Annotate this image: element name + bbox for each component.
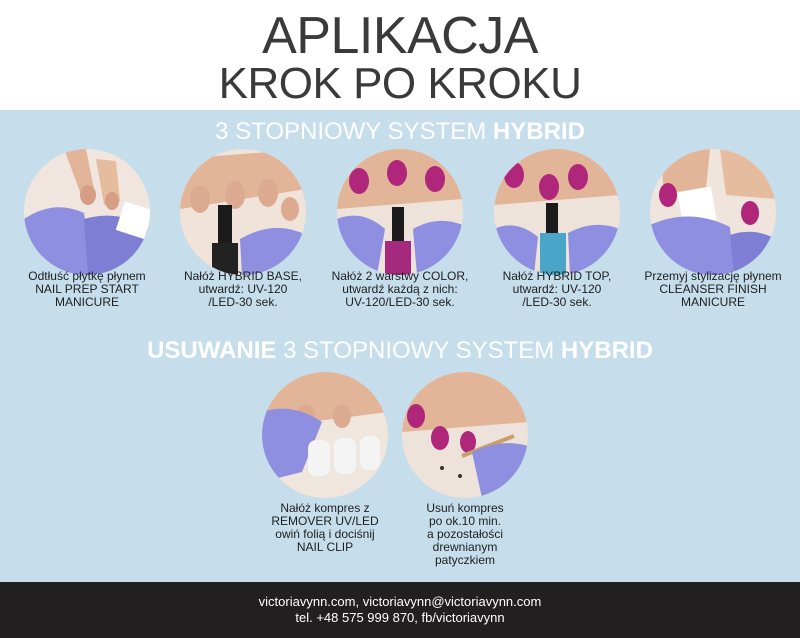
step-caption bbox=[250, 502, 400, 554]
caption-line: po ok.10 min. bbox=[428, 514, 502, 528]
step-photo-base bbox=[180, 149, 306, 275]
caption-line: a pozostałości bbox=[426, 527, 504, 541]
caption-line: Nałóż 2 warstwy COLOR, bbox=[331, 269, 469, 283]
caption-line: Usuń kompres bbox=[426, 501, 504, 515]
caption-line: owiń folią i dociśnij bbox=[275, 527, 375, 541]
step-photo-remover bbox=[262, 372, 388, 498]
footer bbox=[0, 582, 800, 638]
caption-line: Odtłuść płytkę płynem bbox=[28, 269, 146, 283]
caption-line: drewnianym bbox=[432, 540, 498, 554]
step-photo-top bbox=[494, 149, 620, 275]
step-caption bbox=[168, 270, 318, 309]
section-title-text: 3 STOPNIOWY SYSTEM bbox=[215, 118, 493, 145]
caption-line: UV-120/LED-30 sek. bbox=[345, 295, 455, 309]
caption-line: utwardź: UV-120 bbox=[512, 282, 602, 296]
section-title-text: 3 STOPNIOWY SYSTEM bbox=[276, 337, 561, 364]
step-caption bbox=[390, 502, 540, 567]
caption-line: CLEANSER FINISH bbox=[659, 282, 767, 296]
caption-line: NAIL PREP START bbox=[35, 282, 139, 296]
step-caption bbox=[638, 270, 788, 309]
step-photo-color bbox=[337, 149, 463, 275]
header bbox=[0, 0, 800, 110]
step-photo-prep bbox=[24, 149, 150, 275]
footer-contact-web: victoriavynn.com, victoriavynn@victoriavynn.com bbox=[258, 594, 542, 609]
section-title-bold: HYBRID bbox=[560, 337, 653, 364]
caption-line: patyczkiem bbox=[434, 553, 496, 567]
footer-contact-phone: tel. +48 575 999 870, fb/victoriavynn bbox=[295, 610, 505, 625]
caption-line: /LED-30 sek. bbox=[522, 295, 592, 309]
step-photo-remove-stick bbox=[402, 372, 528, 498]
step-caption bbox=[325, 270, 475, 309]
caption-line: utwardź każdą z nich: bbox=[342, 282, 458, 296]
caption-line: Nałóż HYBRID BASE, bbox=[183, 269, 303, 283]
caption-line: Nałóż kompres z bbox=[280, 501, 370, 515]
caption-line: Przemyj stylizację płynem bbox=[644, 269, 782, 283]
page-title: APLIKACJA bbox=[262, 7, 538, 65]
caption-line: NAIL CLIP bbox=[296, 540, 354, 554]
step-photo-cleanser bbox=[650, 149, 776, 275]
section-title-bold: HYBRID bbox=[492, 118, 585, 145]
step-caption bbox=[12, 270, 162, 309]
section-title-application bbox=[0, 118, 800, 146]
section-title-removal bbox=[0, 337, 800, 365]
caption-line: Nałóż HYBRID TOP, bbox=[502, 269, 612, 283]
caption-line: REMOVER UV/LED bbox=[271, 514, 379, 528]
caption-line: utwardź: UV-120 bbox=[198, 282, 288, 296]
caption-line: MANICURE bbox=[54, 295, 119, 309]
caption-line: /LED-30 sek. bbox=[208, 295, 278, 309]
caption-line: MANICURE bbox=[680, 295, 745, 309]
step-caption bbox=[482, 270, 632, 309]
page-subtitle: KROK PO KROKU bbox=[218, 59, 582, 108]
section-title-bold: USUWANIE bbox=[147, 337, 277, 364]
